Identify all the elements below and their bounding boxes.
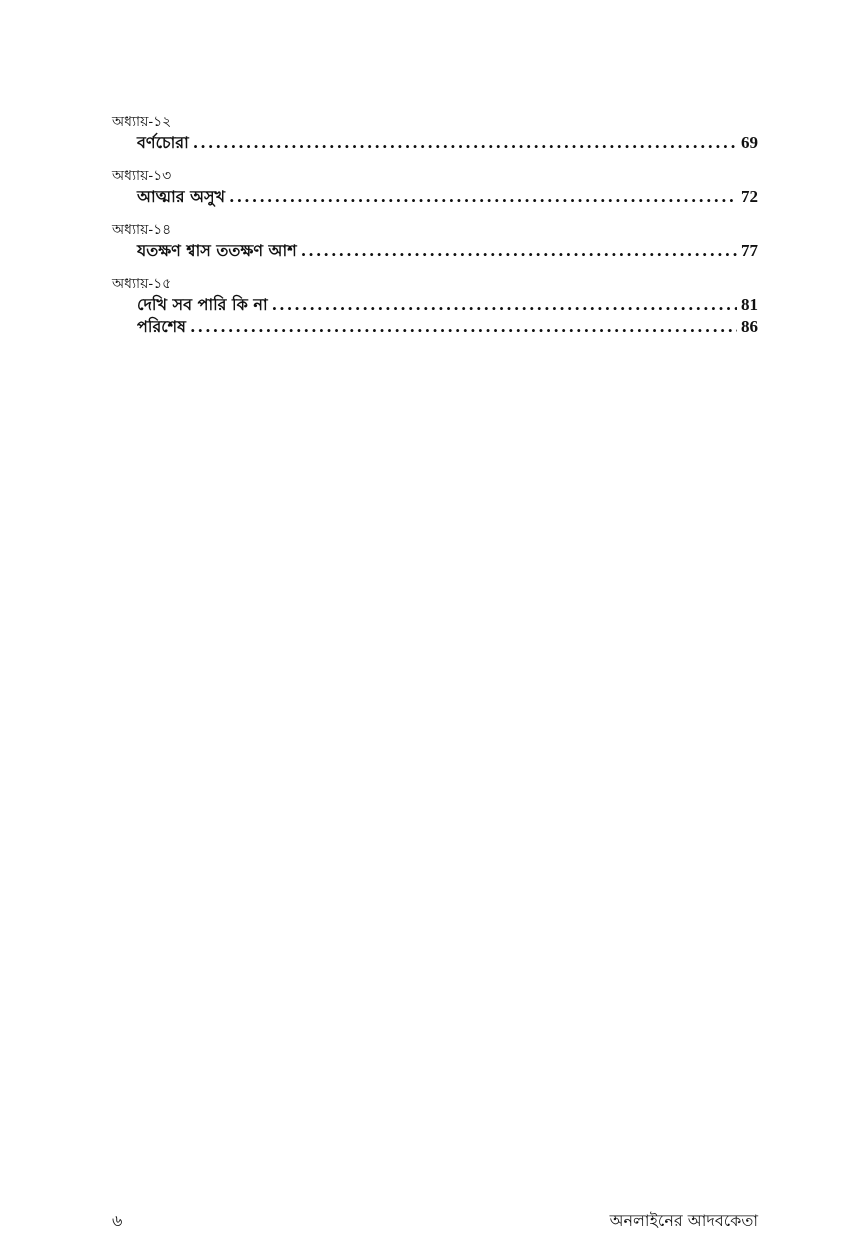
- entry-page-number: 86: [741, 317, 758, 336]
- toc-entry[interactable]: [112, 316, 758, 338]
- toc-entry[interactable]: [112, 240, 758, 262]
- chapter-label: অধ্যায়-১৩: [112, 168, 172, 184]
- entry-page-number: 77: [741, 241, 758, 260]
- chapter-12: [112, 112, 758, 154]
- entry-page-number: 69: [741, 133, 758, 152]
- entry-title: দেখি সব পারি কি না: [137, 295, 268, 314]
- entry-page-number: 81: [741, 295, 758, 314]
- chapter-label: অধ্যায়-১৫: [112, 276, 172, 292]
- entry-title: আত্মার অসুখ: [137, 187, 226, 206]
- toc-entry[interactable]: [112, 132, 758, 154]
- dot-leader: [272, 294, 737, 316]
- footer-page-number: ৬: [112, 1211, 123, 1230]
- chapter-label: অধ্যায়-১২: [112, 114, 172, 130]
- footer-book-title: অনলাইনের আদবকেতা: [609, 1211, 758, 1230]
- entry-title: যতক্ষণ শ্বাস ততক্ষণ আশ: [137, 241, 297, 260]
- chapter-13: [112, 166, 758, 208]
- table-of-contents: [112, 112, 758, 350]
- dot-leader: [193, 132, 737, 154]
- chapter-15: [112, 274, 758, 338]
- dot-leader: [301, 240, 737, 262]
- entry-title: পরিশেষ: [137, 317, 186, 336]
- dot-leader: [229, 186, 737, 208]
- dot-leader: [190, 316, 737, 338]
- chapter-14: [112, 220, 758, 262]
- toc-entry[interactable]: [112, 186, 758, 208]
- entry-title: বর্ণচোরা: [137, 133, 189, 152]
- entry-page-number: 72: [741, 187, 758, 206]
- toc-entry[interactable]: [112, 294, 758, 316]
- chapter-label: অধ্যায়-১৪: [112, 222, 172, 238]
